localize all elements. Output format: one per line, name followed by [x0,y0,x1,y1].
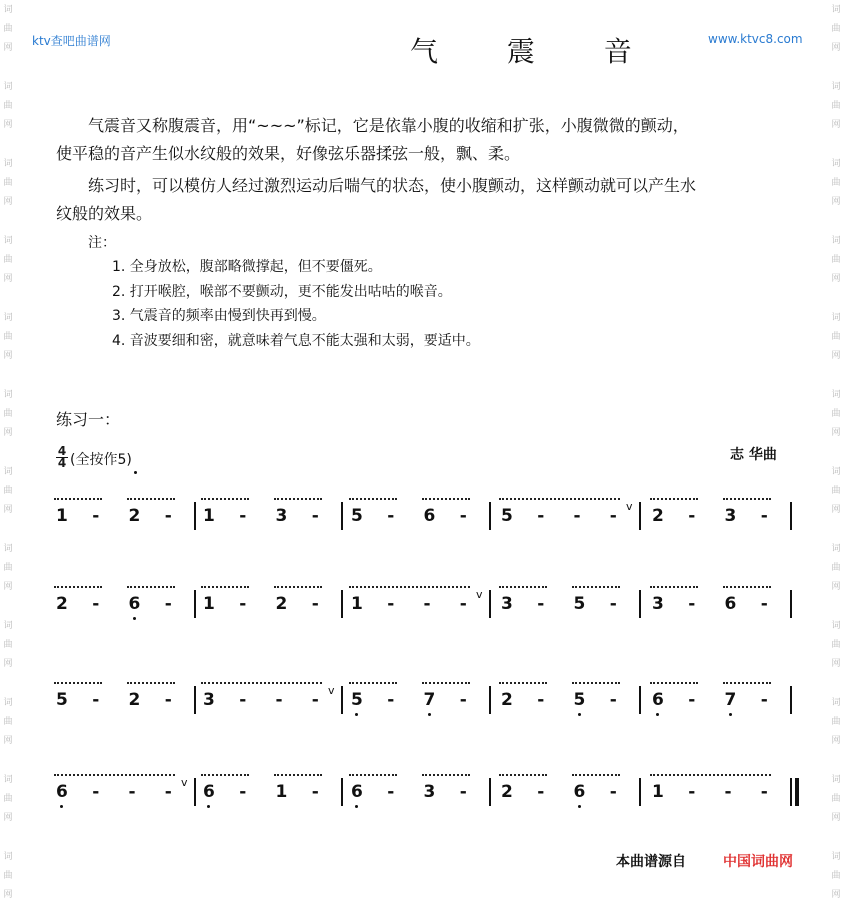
score-note: 6 [423,506,436,526]
footer-source-label: 本曲谱源自 [616,854,686,870]
low-octave-dot [578,805,581,808]
low-octave-dot [729,713,732,716]
dash-mark: - [688,782,696,802]
watermark-char: 词 [831,467,841,477]
score-note: 6 [128,594,141,614]
score-note: 1 [56,506,68,526]
dash-mark: - [311,690,319,710]
footer-source-site: 中国词曲网 [723,854,793,870]
header-right-site: www.ktvc8.com [708,32,803,46]
watermark-char: 网 [831,582,841,592]
barline [194,778,196,806]
paragraph-2-line-1: 练习时，可以模仿人经过激烈运动后喘气的状态，使小腹颤动，这样颤动就可以产生水 [88,176,697,195]
barline [341,590,343,618]
watermark-char: 词 [831,82,841,92]
watermark-char: 网 [3,813,13,823]
watermark-char: 曲 [3,563,13,573]
vibrato-mark [274,774,322,780]
low-octave-dot [355,713,358,716]
vibrato-mark [572,586,620,592]
watermark-char: 网 [831,197,841,207]
watermark-char: 曲 [3,101,13,111]
watermark-char: 词 [3,390,13,400]
dash-mark: - [609,594,617,614]
score-note: 1 [351,594,363,614]
vibrato-mark [723,586,771,592]
barline [639,778,641,806]
dash-mark: - [760,506,768,526]
vibrato-mark [274,498,322,504]
watermark-char: 曲 [831,101,841,111]
watermark-char: 词 [831,775,841,785]
score-note: 5 [56,690,68,710]
header-left-site: ktv查吧曲谱网 [32,34,111,48]
watermark-char: 网 [831,890,841,899]
note-item-3: 3. 气震音的频率由慢到快再到慢。 [112,308,326,324]
score-note: 2 [652,506,664,526]
time-sig-top: 4 [57,444,67,458]
score-note: 1 [203,594,215,614]
dash-mark: - [724,782,732,802]
watermark-char: 网 [3,274,13,284]
dash-mark: - [164,690,172,710]
paragraph-1-line-2: 使平稳的音产生似水纹般的效果，好像弦乐器揉弦一般，飘、柔。 [56,144,521,163]
barline [341,778,343,806]
watermark-char: 曲 [831,24,841,34]
watermark-char: 曲 [831,409,841,419]
vibrato-mark [274,586,322,592]
dash-mark: - [164,594,172,614]
note-item-1: 1. 全身放松，腹部略微撑起，但不要僵死。 [112,259,382,275]
dash-mark: - [239,690,247,710]
vibrato-mark [349,774,397,780]
watermark-char: 网 [831,659,841,669]
vibrato-mark [499,682,547,688]
vibrato-mark [650,682,698,688]
vibrato-mark [54,774,175,780]
vibrato-mark [499,774,547,780]
dash-mark: - [537,594,545,614]
notes-label: 注： [88,235,116,251]
dash-mark: - [239,594,247,614]
watermark-char: 网 [3,197,13,207]
watermark-char: 网 [831,43,841,53]
watermark-char: 词 [3,544,13,554]
vibrato-mark [650,498,698,504]
score-note: 6 [56,782,68,802]
dash-mark: - [609,690,617,710]
barline [341,502,343,530]
watermark-char: 曲 [831,640,841,650]
dash-mark: - [92,506,100,526]
watermark-char: 曲 [3,178,13,188]
watermark-char: 曲 [3,871,13,881]
watermark-char: 词 [831,852,841,862]
score-note: 2 [275,594,288,614]
final-barline-thick [795,778,799,806]
dash-mark: - [459,594,467,614]
vibrato-mark [572,774,620,780]
low-octave-dot [355,805,358,808]
watermark-char: 词 [3,775,13,785]
dash-mark: - [239,506,247,526]
watermark-char: 曲 [831,486,841,496]
watermark-char: 曲 [831,178,841,188]
barline [489,590,491,618]
dash-mark: - [164,782,172,802]
dash-mark: - [537,506,545,526]
watermark-char: 曲 [3,332,13,342]
watermark-char: 网 [831,505,841,515]
dash-mark: - [311,506,319,526]
watermark-char: 词 [3,5,13,15]
barline [341,686,343,714]
vibrato-mark [499,498,620,504]
vibrato-mark [499,586,547,592]
watermark-char: 词 [831,159,841,169]
barline [639,686,641,714]
vibrato-mark [349,498,397,504]
dash-mark: - [459,506,467,526]
vibrato-mark [201,774,249,780]
watermark-char: 网 [3,351,13,361]
score-note: 2 [501,690,513,710]
low-octave-dot [578,713,581,716]
dash-mark: - [688,506,696,526]
watermark-char: 词 [3,698,13,708]
watermark-char: 曲 [3,486,13,496]
score-note: 2 [56,594,68,614]
score-note: 3 [275,506,288,526]
vibrato-mark [650,586,698,592]
score-note: 6 [351,782,363,802]
watermark-char: 网 [831,274,841,284]
watermark-char: 曲 [831,563,841,573]
score-note: 5 [573,690,586,710]
low-octave-dot [428,713,431,716]
dash-mark: - [609,506,617,526]
breath-mark: v [181,776,188,789]
watermark-char: 网 [831,351,841,361]
watermark-char: 词 [3,621,13,631]
score-note: 5 [351,690,363,710]
composer: 志 华曲 [730,447,777,463]
watermark-char: 网 [831,120,841,130]
vibrato-mark [127,682,175,688]
dash-mark: - [459,782,467,802]
dash-mark: - [387,690,395,710]
dash-mark: - [537,782,545,802]
vibrato-mark [349,586,470,592]
watermark-char: 网 [3,736,13,746]
watermark-char: 网 [3,505,13,515]
dash-mark: - [387,506,395,526]
score-note: 1 [203,506,215,526]
watermark-char: 网 [3,428,13,438]
vibrato-mark [54,498,102,504]
paragraph-2-line-2: 纹般的效果。 [56,204,153,223]
dash-mark: - [423,594,431,614]
barline [639,502,641,530]
dash-mark: - [609,782,617,802]
vibrato-mark [201,586,249,592]
watermark-char: 词 [831,5,841,15]
score-note: 5 [351,506,363,526]
vibrato-mark [422,682,470,688]
score-note: 2 [501,782,513,802]
watermark-char: 曲 [3,640,13,650]
watermark-char: 曲 [831,255,841,265]
key-indication: (全按作5) [70,452,132,468]
final-barline [790,778,792,806]
page-title: 气 震 音 [410,35,662,68]
watermark-char: 曲 [831,871,841,881]
score-note: 7 [724,690,737,710]
watermark-char: 词 [831,390,841,400]
barline [639,590,641,618]
dash-mark: - [387,782,395,802]
dash-mark: - [275,690,283,710]
dash-mark: - [688,690,696,710]
watermark-char: 网 [831,813,841,823]
dash-mark: - [239,782,247,802]
barline [790,502,792,530]
dash-mark: - [459,690,467,710]
score-note: 3 [203,690,215,710]
score-note: 3 [501,594,513,614]
dash-mark: - [311,594,319,614]
score-note: 5 [573,594,586,614]
vibrato-mark [723,498,771,504]
key-low-dot [134,471,137,474]
watermark-char: 词 [3,467,13,477]
dash-mark: - [573,506,581,526]
left-watermark-strip [0,0,16,899]
time-sig-bottom: 4 [57,456,67,470]
watermark-char: 曲 [831,332,841,342]
vibrato-mark [54,586,102,592]
watermark-char: 词 [831,236,841,246]
watermark-char: 词 [831,544,841,554]
breath-mark: v [476,588,483,601]
score-note: 6 [724,594,737,614]
dash-mark: - [760,782,768,802]
watermark-char: 曲 [831,794,841,804]
score-note: 1 [652,782,664,802]
watermark-char: 曲 [3,409,13,419]
watermark-char: 网 [3,43,13,53]
watermark-char: 词 [3,82,13,92]
low-octave-dot [656,713,659,716]
watermark-char: 词 [3,159,13,169]
breath-mark: v [626,500,633,513]
score-note: 2 [128,690,141,710]
score-note: 6 [652,690,664,710]
dash-mark: - [92,782,100,802]
dash-mark: - [688,594,696,614]
watermark-char: 词 [3,313,13,323]
score-note: 6 [203,782,215,802]
dash-mark: - [92,690,100,710]
paragraph-1-line-1: 气震音又称腹震音，用“~~~”标记，它是依靠小腹的收缩和扩张，小腹微微的颤动， [88,116,689,135]
watermark-char: 词 [3,852,13,862]
barline [194,590,196,618]
score-note: 2 [128,506,141,526]
watermark-char: 网 [3,659,13,669]
vibrato-mark [127,498,175,504]
watermark-char: 词 [3,236,13,246]
vibrato-mark [127,586,175,592]
breath-mark: v [328,684,335,697]
vibrato-mark [422,498,470,504]
right-watermark-strip [828,0,844,899]
barline [790,686,792,714]
dash-mark: - [311,782,319,802]
watermark-char: 词 [831,621,841,631]
exercise-label: 练习一： [56,410,121,429]
watermark-char: 网 [831,736,841,746]
vibrato-mark [201,682,322,688]
watermark-char: 词 [831,698,841,708]
barline [194,502,196,530]
dash-mark: - [760,594,768,614]
dash-mark: - [164,506,172,526]
low-octave-dot [60,805,63,808]
watermark-char: 曲 [831,717,841,727]
watermark-char: 曲 [3,717,13,727]
vibrato-mark [650,774,771,780]
note-item-2: 2. 打开喉腔，喉部不要颤动，更不能发出咕咕的喉音。 [112,284,452,300]
vibrato-mark [201,498,249,504]
barline [194,686,196,714]
vibrato-mark [572,682,620,688]
vibrato-mark [723,682,771,688]
vibrato-mark [422,774,470,780]
score-note: 3 [652,594,664,614]
dash-mark: - [92,594,100,614]
dash-mark: - [760,690,768,710]
watermark-char: 网 [3,120,13,130]
barline [489,778,491,806]
watermark-char: 曲 [3,24,13,34]
barline [489,686,491,714]
vibrato-mark [54,682,102,688]
watermark-char: 网 [3,890,13,899]
score-note: 5 [501,506,513,526]
score-note: 3 [724,506,737,526]
vibrato-mark [349,682,397,688]
score-note: 1 [275,782,288,802]
score-note: 3 [423,782,436,802]
score-note: 6 [573,782,586,802]
watermark-char: 曲 [3,794,13,804]
barline [790,590,792,618]
dash-mark: - [128,782,136,802]
watermark-char: 词 [831,313,841,323]
dash-mark: - [387,594,395,614]
time-signature [56,446,68,469]
low-octave-dot [133,617,136,620]
dash-mark: - [537,690,545,710]
watermark-char: 网 [831,428,841,438]
score-note: 7 [423,690,436,710]
watermark-char: 曲 [3,255,13,265]
watermark-char: 网 [3,582,13,592]
note-item-4: 4. 音波要细和密，就意味着气息不能太强和太弱，要适中。 [112,333,480,349]
low-octave-dot [207,805,210,808]
barline [489,502,491,530]
